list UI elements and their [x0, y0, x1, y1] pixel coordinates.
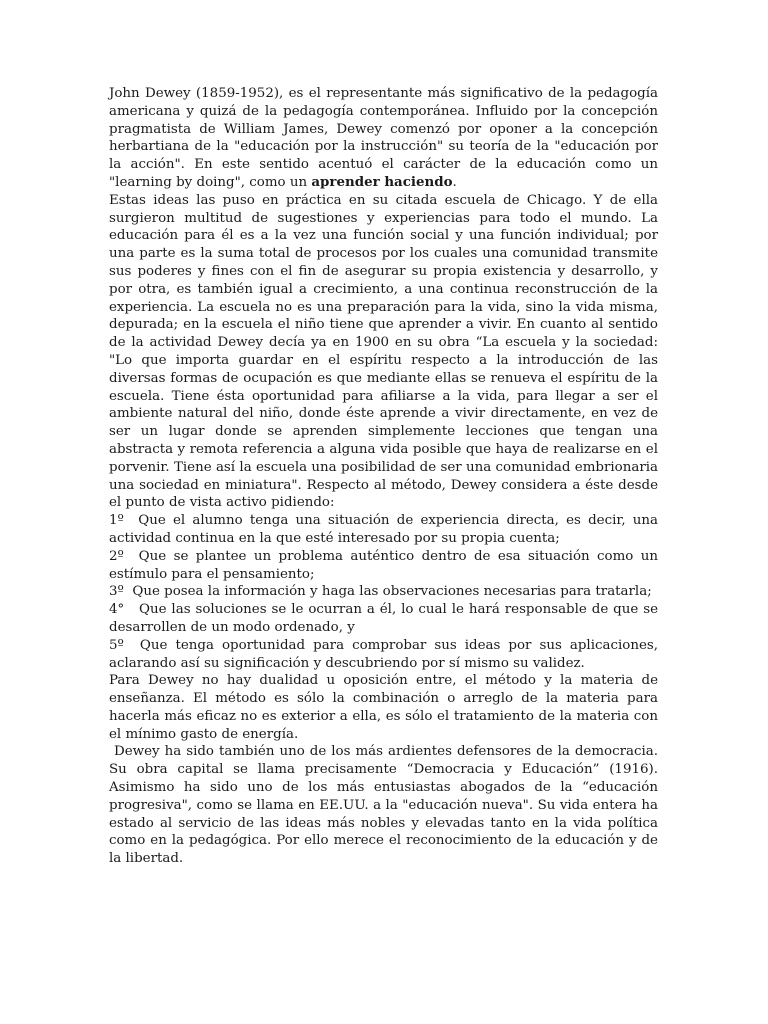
list-item [109, 512, 658, 548]
list-item-text: Que se plantee un problema auténtico dentro de esa situación como un estímulo para el pensamiento; [109, 548, 659, 582]
paragraph-intro [109, 85, 658, 192]
paragraph-intro-text: John Dewey (1859-1952), es el representante más significativo de la pedagogía americana y quizá de la pedagogía contemporánea. Influido por la concepción pragmatista de William James, Dewey comenzó por oponer a la concepción herbartiana de la "educación por la instrucción" su teoría de la "educación por la acción". En este sentido acentuó el carácter de la educación como un "learning by doing", como un [109, 86, 658, 190]
list-item-text: Que tenga oportunidad para comprobar sus ideas por sus aplicaciones, aclarando así su significación y descubriendo por sí mismo su validez. [109, 637, 658, 671]
list-item-text: Que las soluciones se le ocurran a él, lo cual le hará responsable de que se desarrollen de un modo ordenado, y [109, 602, 658, 635]
paragraph-method-matter: Para Dewey no hay dualidad u oposición entre, el método y la materia de enseñanza. El método es sólo la combinación o arreglo de la materia para hacerla más eficaz no es exterior a ella, es sólo el tratamiento de la materia con el mínimo gasto de energía. [109, 673, 658, 742]
list-item [109, 601, 658, 637]
bold-phrase: aprender haciendo [311, 173, 453, 190]
list-item-text: Que posea la información y haga las observaciones necesarias para tratarla; [132, 584, 652, 600]
list-item-number: 2º [109, 548, 124, 564]
list-item [109, 637, 658, 673]
list-item-number: 1º [109, 513, 124, 529]
list-item [109, 583, 658, 601]
list-item [109, 548, 658, 584]
paragraph-intro-end: . [452, 174, 457, 190]
list-item-number: 4° [109, 602, 125, 618]
document-body [109, 85, 658, 868]
paragraph-democracy: Dewey ha sido también uno de los más ardientes defensores de la democracia. Su obra capital se llama precisamente “Democracia y Educación” (1916). Asimismo ha sido uno de los más entusiastas abogados de la “educación progresiva", como se llama en EE.UU. a la "educación nueva". Su vida entera ha estado al servicio de las ideas más nobles y elevadas tanto en la vida política como en la pedagógica. Por ello merece el reconocimiento de la educación y de la libertad. [109, 744, 658, 867]
list-item-number: 5º [109, 637, 124, 653]
paragraph-chicago-school: Estas ideas las puso en práctica en su citada escuela de Chicago. Y de ella surgieron multitud de sugestiones y experiencias para todo el mundo. La educación para él es a la vez una función social y una función individual; por una parte es la suma total de procesos por los cuales una comunidad transmite sus poderes y fines con el fin de asegurar su propia existencia y desarrollo, y por otra, es también igual a crecimiento, a una continua reconstrucción de la experiencia. La escuela no es una preparación para la vida, sino la vida misma, depurada; en la escuela el niño tiene que aprender a vivir. En cuanto al sentido de la actividad Dewey decía ya en 1900 en su obra “La escuela y la sociedad: "Lo que importa guardar en el espíritu respecto a la introducción de las diversas formas de ocupación es que mediante ellas se renueva el espíritu de la escuela. Tiene ésta oportunidad para afiliarse a la vida, para llegar a ser el ambiente natural del niño, donde éste aprende a vivir directamente, en vez de ser un lugar donde se aprenden simplemente lecciones que tengan una abstracta y remota referencia a alguna vida posible que haya de realizarse en el porvenir. Tiene así la escuela una posibilidad de ser una comunidad embrionaria una sociedad en miniatura". Respecto al método, Dewey considera a éste desde el punto de vista activo pidiendo: [109, 192, 658, 511]
list-item-number: 3º [109, 584, 124, 600]
list-item-text: Que el alumno tenga una situación de experiencia directa, es decir, una actividad continua en la que esté interesado por su propia cuenta; [109, 513, 659, 546]
method-list [109, 512, 658, 672]
